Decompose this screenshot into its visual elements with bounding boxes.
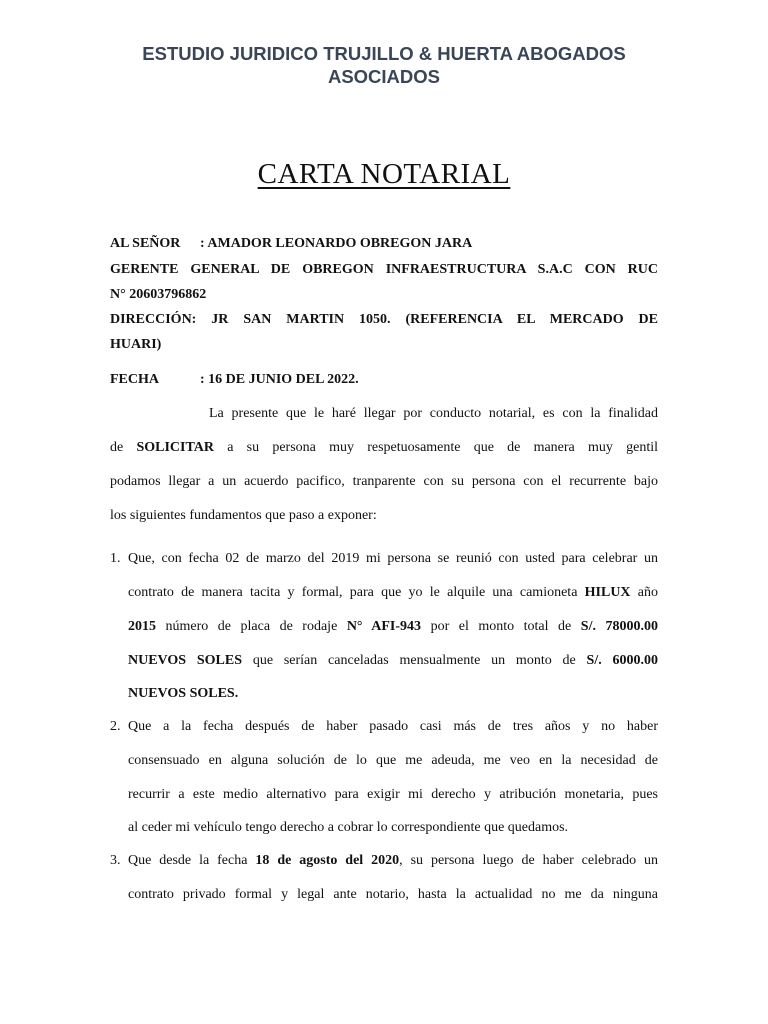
- firm-name-line-1: ESTUDIO JURIDICO TRUJILLO & HUERTA ABOGADOS: [142, 43, 626, 64]
- item-emphasis: S/. 78000.00: [580, 619, 658, 634]
- address-line-2: HUARI): [110, 337, 162, 352]
- intro-text: a su persona muy respetuosamente que de manera muy gentil: [213, 440, 658, 455]
- item-1-line-2: [128, 585, 658, 601]
- item-text: Que desde la fecha: [128, 853, 256, 868]
- item-text: número de placa de rodaje: [156, 619, 347, 634]
- addressee-value: : AMADOR LEONARDO OBREGON JARA: [200, 236, 473, 251]
- item-emphasis: 2015: [128, 619, 156, 634]
- list-item-number: 3.: [110, 853, 121, 868]
- item-1-line-3: [128, 619, 658, 635]
- intro-emphasis: SOLICITAR: [136, 440, 214, 455]
- item-text: , su persona luego de haber celebrado un: [399, 853, 659, 868]
- intro-line-2: [110, 440, 658, 456]
- role-line-2: N° 20603796862: [110, 287, 207, 302]
- document-title: [0, 158, 768, 191]
- item-3-line-2: contrato privado formal y legal ante notario, hasta la actualidad no me da ninguna: [128, 887, 658, 902]
- item-1-line-4: [128, 653, 658, 669]
- item-1-line-1: Que, con fecha 02 de marzo del 2019 mi persona se reunió con usted para celebrar un: [128, 551, 658, 566]
- list-item-number: 2.: [110, 719, 121, 734]
- item-1-line-5: NUEVOS SOLES.: [128, 686, 239, 701]
- date-value: : 16 DE JUNIO DEL 2022.: [200, 372, 359, 387]
- intro-text: de: [110, 440, 137, 455]
- address-line-1: DIRECCIÓN: JR SAN MARTIN 1050. (REFERENCIA EL MERCADO DE: [110, 312, 658, 327]
- date-label: FECHA: [110, 372, 159, 387]
- addressee-line: [110, 236, 658, 252]
- addressee-label: AL SEÑOR: [110, 236, 181, 251]
- intro-line-1: La presente que le haré llegar por conducto notarial, es con la finalidad: [209, 406, 658, 421]
- item-emphasis: HILUX: [584, 585, 631, 600]
- item-2-line-4: al ceder mi vehículo tengo derecho a cobrar lo correspondiente que quedamos.: [128, 820, 569, 835]
- item-emphasis: 18 de agosto del 2020: [255, 853, 400, 868]
- intro-line-3: podamos llegar a un acuerdo pacifico, tranparente con su persona con el recurrente bajo: [110, 474, 658, 489]
- item-emphasis: N° AFI-943: [346, 619, 422, 634]
- item-text: año: [630, 585, 658, 600]
- item-text: por el monto total de: [421, 619, 581, 634]
- intro-line-4: los siguientes fundamentos que paso a exponer:: [110, 508, 377, 523]
- item-2-line-2: consensuado en alguna solución de lo que me adeuda, me veo en la necesidad de: [128, 753, 658, 768]
- date-line: [110, 372, 658, 388]
- item-emphasis: NUEVOS SOLES: [128, 653, 243, 668]
- role-line-1: GERENTE GENERAL DE OBREGON INFRAESTRUCTURA S.A.C CON RUC: [110, 262, 658, 277]
- item-emphasis: S/. 6000.00: [586, 653, 659, 668]
- firm-name-line-2: ASOCIADOS: [327, 66, 441, 87]
- item-3-line-1: [128, 853, 658, 869]
- item-text: contrato de manera tacita y formal, para que yo le alquile una camioneta: [128, 585, 585, 600]
- list-item-number: 1.: [110, 551, 121, 566]
- firm-name-header: [90, 42, 678, 88]
- item-text: que serían canceladas mensualmente un monto de: [242, 653, 587, 668]
- item-2-line-1: Que a la fecha después de haber pasado casi más de tres años y no haber: [128, 719, 658, 734]
- document-title-text: CARTA NOTARIAL: [257, 158, 511, 190]
- item-2-line-3: recurrir a este medio alternativo para exigir mi derecho y atribución monetaria, pues: [128, 787, 658, 802]
